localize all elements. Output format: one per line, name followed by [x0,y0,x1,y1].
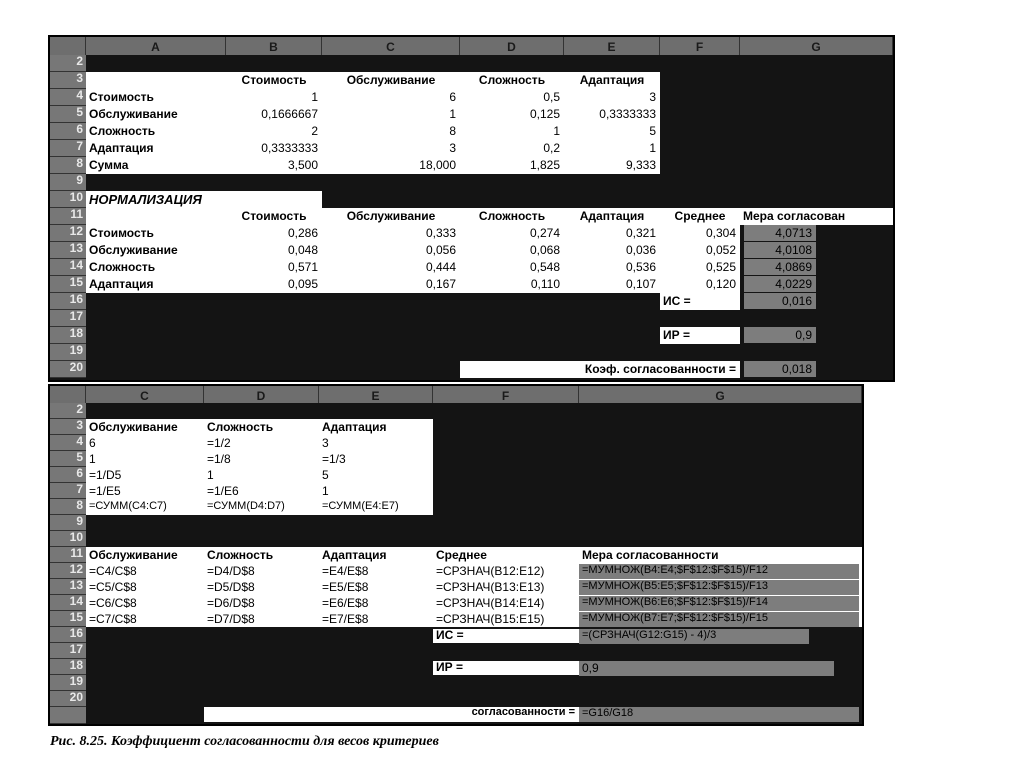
formula-cell[interactable]: =C4/C$8 [86,565,204,579]
column-header[interactable]: G [740,37,893,55]
row-label[interactable]: Адаптация [86,278,226,293]
column-label[interactable]: Сложность [204,549,319,563]
table-cell[interactable]: 8 [322,125,460,140]
formula-cell[interactable]: =C7/C$8 [86,613,204,627]
table-cell[interactable]: 6 [322,91,460,106]
row-label[interactable]: Стоимость [86,91,226,106]
column-label[interactable]: Мера согласован [740,208,893,225]
table-cell[interactable]: 3 [322,142,460,157]
sum-cell[interactable]: 9,333 [564,159,660,174]
formula-cell[interactable]: =E7/E$8 [319,613,433,627]
average-cell[interactable]: 0,525 [660,261,740,276]
formula-cell[interactable]: =C5/C$8 [86,581,204,595]
table-cell[interactable]: 0,444 [322,261,460,276]
row-number[interactable]: 6 [50,123,86,140]
ip-label[interactable]: ИР = [433,661,579,675]
formula-cell[interactable]: =E4/E$8 [319,565,433,579]
sum-cell[interactable]: 1,825 [460,159,564,174]
formula-cell[interactable]: =D6/D$8 [204,597,319,611]
table-cell[interactable]: 0,1666667 [226,108,322,123]
column-label[interactable]: Обслуживание [86,549,204,563]
column-label[interactable]: Сложность [460,210,564,225]
table-cell[interactable]: 1 [226,91,322,106]
row-number[interactable]: 19 [50,675,86,691]
formula-cell[interactable]: =1/E6 [204,485,319,499]
table-cell[interactable]: 0,125 [460,108,564,123]
table-cell[interactable]: 0,536 [564,261,660,276]
row-number[interactable]: 5 [50,106,86,123]
coef-value[interactable]: 0,018 [744,361,816,377]
ip-label[interactable]: ИР = [660,327,740,344]
ic-value[interactable]: 0,016 [744,293,816,309]
table-cell[interactable]: 0,095 [226,278,322,293]
ip-value[interactable]: 0,9 [579,661,834,676]
coef-label[interactable]: Коэф. согласованности = [460,361,740,378]
table-cell[interactable]: 0,333 [322,227,460,242]
row-label[interactable]: Сложность [86,261,226,276]
row-number[interactable]: 13 [50,579,86,595]
row-number[interactable]: 11 [50,208,86,225]
formula-cell[interactable]: 5 [319,469,433,483]
table-cell[interactable]: 0,274 [460,227,564,242]
formula-cell[interactable]: =СРЗНАЧ(B12:E12) [433,565,579,579]
table-cell[interactable]: 0,107 [564,278,660,293]
ic-formula[interactable]: =(СРЗНАЧ(G12:G15) - 4)/3 [579,629,809,644]
row-number[interactable]: 9 [50,515,86,531]
column-label[interactable]: Сложность [204,421,319,435]
coef-label[interactable]: согласованности = [433,707,579,722]
formula-cell[interactable]: =МУМНОЖ(B7:E7;$F$12:$F$15)/F15 [579,612,859,627]
column-header[interactable]: C [322,37,460,55]
average-cell[interactable]: 0,120 [660,278,740,293]
table-cell[interactable]: 2 [226,125,322,140]
column-label[interactable]: Мера согласованности [579,549,862,563]
column-label[interactable]: Среднее [660,210,740,225]
row-number[interactable]: 4 [50,89,86,106]
row-number[interactable]: 8 [50,157,86,174]
formula-cell[interactable]: =C6/C$8 [86,597,204,611]
formula-cell[interactable]: =СУММ(E4:E7) [319,501,433,515]
table-cell[interactable]: 0,286 [226,227,322,242]
table-cell[interactable]: 0,571 [226,261,322,276]
row-number[interactable]: 20 [50,361,86,378]
table-cell[interactable]: 1 [564,142,660,157]
row-label[interactable]: Обслуживание [86,244,226,259]
formula-cell[interactable]: =СРЗНАЧ(B14:E14) [433,597,579,611]
table-cell[interactable]: 1 [322,108,460,123]
column-header[interactable]: C [86,386,204,403]
table-cell[interactable]: 0,321 [564,227,660,242]
measure-cell[interactable]: 4,0229 [744,276,816,292]
column-label[interactable]: Обслуживание [86,421,204,435]
column-header[interactable]: B [226,37,322,55]
row-number[interactable]: 17 [50,643,86,659]
table-cell[interactable]: 1 [460,125,564,140]
formula-cell[interactable]: =1/E5 [86,485,204,499]
formula-cell[interactable]: =D7/D$8 [204,613,319,627]
row-number[interactable]: 14 [50,259,86,276]
formula-cell[interactable]: =СРЗНАЧ(B13:E13) [433,581,579,595]
column-header[interactable]: F [433,386,579,403]
column-label[interactable]: Стоимость [226,210,322,225]
formula-cell[interactable]: =D4/D$8 [204,565,319,579]
column-header[interactable]: F [660,37,740,55]
column-label[interactable]: Среднее [433,549,579,563]
formula-cell[interactable]: 3 [319,437,433,451]
row-number[interactable]: 8 [50,499,86,515]
table-cell[interactable]: 0,3333333 [226,142,322,157]
row-number[interactable]: 6 [50,467,86,483]
row-label[interactable]: Стоимость [86,227,226,242]
measure-cell[interactable]: 4,0713 [744,225,816,241]
row-number[interactable]: 16 [50,627,86,643]
row-number[interactable]: 4 [50,435,86,451]
formula-cell[interactable]: 1 [319,485,433,499]
row-number[interactable]: 10 [50,531,86,547]
row-number[interactable]: 12 [50,225,86,242]
white-strip [204,707,433,722]
formula-cell[interactable]: =МУМНОЖ(B4:E4;$F$12:$F$15)/F12 [579,564,859,579]
formula-cell[interactable]: 1 [204,469,319,483]
row-number[interactable]: 7 [50,140,86,157]
formula-cell[interactable]: =1/D5 [86,469,204,483]
formula-cell[interactable]: =1/2 [204,437,319,451]
row-number[interactable]: 18 [50,327,86,344]
row-number[interactable]: 7 [50,483,86,499]
row-number[interactable]: 2 [50,403,86,419]
row-number[interactable]: 17 [50,310,86,327]
row-number [50,707,86,724]
table-cell[interactable]: 0,110 [460,278,564,293]
coef-formula[interactable]: =G16/G18 [579,707,859,722]
ic-label[interactable]: ИС = [433,629,579,643]
normalization-title[interactable]: НОРМАЛИЗАЦИЯ [86,191,322,208]
sum-cell[interactable]: 18,000 [322,159,460,174]
row-number[interactable]: 16 [50,293,86,310]
average-cell[interactable]: 0,052 [660,244,740,259]
row-number[interactable]: 2 [50,55,86,72]
formula-cell[interactable]: =МУМНОЖ(B6:E6;$F$12:$F$15)/F14 [579,596,859,611]
column-label[interactable]: Обслуживание [322,210,460,225]
row-number[interactable]: 11 [50,547,86,563]
row-number[interactable]: 10 [50,191,86,208]
table-cell[interactable]: 0,3333333 [564,108,660,123]
row-number[interactable]: 3 [50,419,86,435]
row-number[interactable]: 13 [50,242,86,259]
formula-cell[interactable]: =E6/E$8 [319,597,433,611]
row-number[interactable]: 3 [50,72,86,89]
formula-cell[interactable]: =МУМНОЖ(B5:E5;$F$12:$F$15)/F13 [579,580,859,595]
measure-cell[interactable]: 4,0108 [744,242,816,258]
row-number[interactable]: 14 [50,595,86,611]
row-number[interactable]: 20 [50,691,86,707]
spreadsheet-formulas [48,384,864,726]
row-label[interactable]: Обслуживание [86,108,226,123]
table-cell[interactable]: 0,036 [564,244,660,259]
table-cell[interactable]: 0,2 [460,142,564,157]
formula-cell[interactable]: =1/3 [319,453,433,467]
row-number[interactable]: 19 [50,344,86,361]
formula-cell[interactable]: =D5/D$8 [204,581,319,595]
table-cell[interactable]: 0,048 [226,244,322,259]
column-label[interactable]: Сложность [460,74,564,89]
formula-cell[interactable]: 1 [86,453,204,467]
sum-cell[interactable]: 3,500 [226,159,322,174]
row-number[interactable]: 18 [50,659,86,675]
formula-cell[interactable]: =СРЗНАЧ(B15:E15) [433,613,579,627]
column-header[interactable]: G [579,386,862,403]
sum-label[interactable]: Сумма [86,159,226,174]
column-header[interactable]: D [460,37,564,55]
column-label[interactable]: Стоимость [226,74,322,89]
measure-cell[interactable]: 4,0869 [744,259,816,275]
row-label[interactable]: Сложность [86,125,226,140]
row-number[interactable]: 12 [50,563,86,579]
corner-cell [50,386,86,403]
column-label[interactable]: Адаптация [319,421,433,435]
formula-cell[interactable]: =СУММ(C4:C7) [86,501,204,515]
column-label[interactable]: Обслуживание [322,74,460,89]
table-cell[interactable]: 0,167 [322,278,460,293]
figure-caption: Рис. 8.25. Коэффициент согласованности для весов критериев [50,734,439,749]
row-number[interactable]: 9 [50,174,86,191]
table-cell[interactable]: 0,548 [460,261,564,276]
row-number[interactable]: 15 [50,611,86,627]
row-label[interactable]: Адаптация [86,142,226,157]
column-label[interactable]: Адаптация [564,210,660,225]
column-label[interactable]: Адаптация [564,74,660,89]
column-label[interactable]: Адаптация [319,549,433,563]
ic-label[interactable]: ИС = [660,293,740,310]
ip-value[interactable]: 0,9 [744,327,816,343]
average-cell[interactable]: 0,304 [660,227,740,242]
corner-cell [50,37,86,55]
formula-cell[interactable]: =1/8 [204,453,319,467]
table-cell[interactable]: 0,068 [460,244,564,259]
column-header[interactable]: D [204,386,319,403]
table-cell[interactable]: 5 [564,125,660,140]
column-header[interactable]: A [86,37,226,55]
row-number[interactable]: 5 [50,451,86,467]
column-header[interactable]: E [564,37,660,55]
table-cell[interactable]: 3 [564,91,660,106]
formula-cell[interactable]: =СУММ(D4:D7) [204,501,319,515]
column-header[interactable]: E [319,386,433,403]
row-number[interactable]: 15 [50,276,86,293]
formula-cell[interactable]: 6 [86,437,204,451]
formula-cell[interactable]: =E5/E$8 [319,581,433,595]
table-cell[interactable]: 0,056 [322,244,460,259]
table-cell[interactable]: 0,5 [460,91,564,106]
spreadsheet-values [48,35,895,382]
